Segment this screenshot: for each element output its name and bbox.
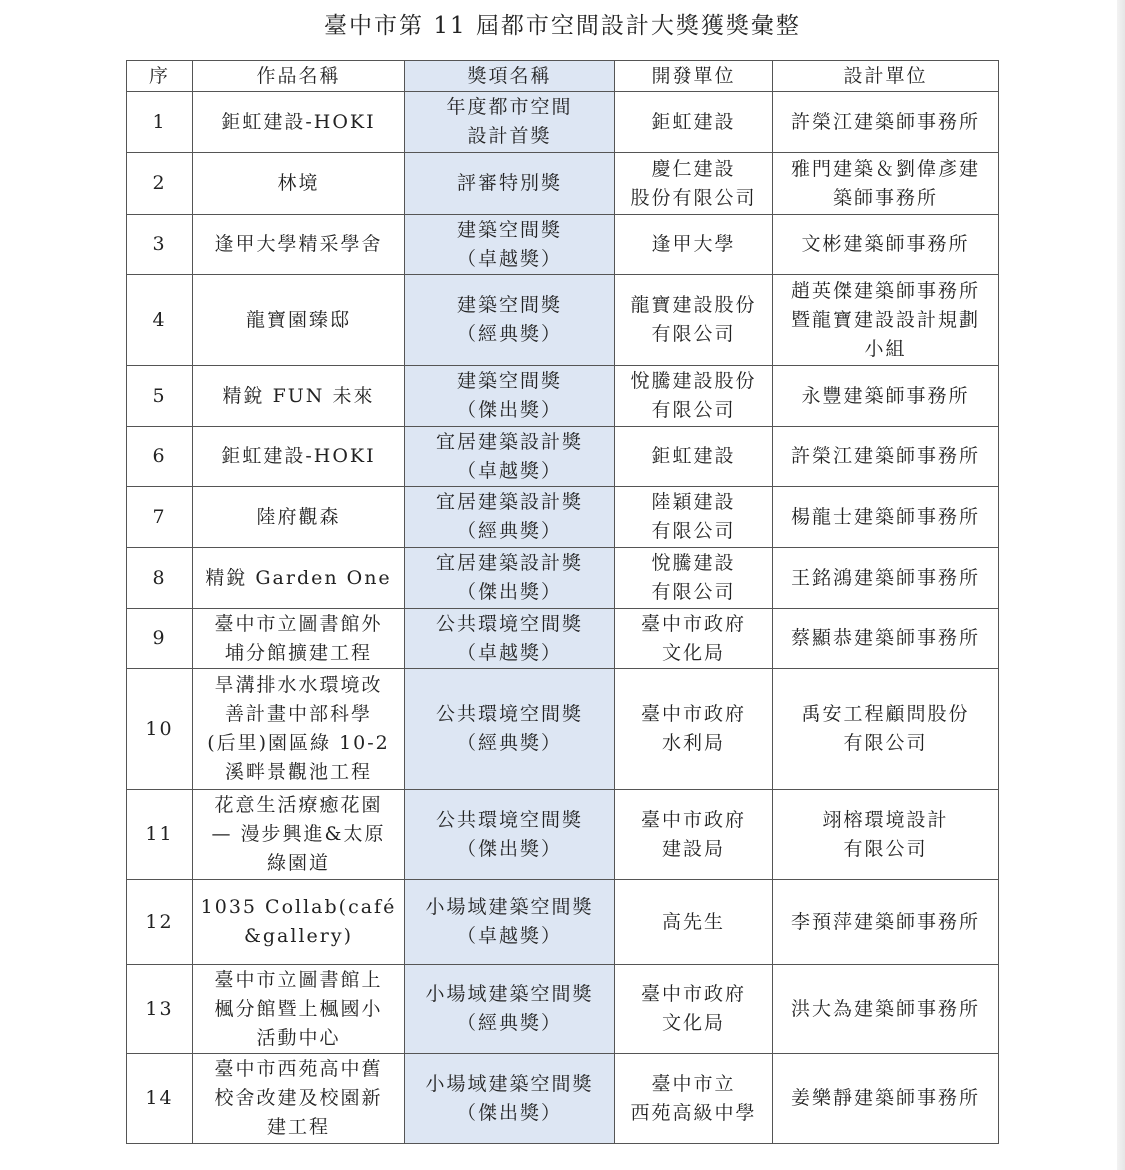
cell-developer: 悅騰建設股份 有限公司 [615,366,773,427]
cell-developer: 龍寶建設股份 有限公司 [615,275,773,366]
table-row [127,880,999,965]
cell-work-name: 旱溝排水水環境改 善計畫中部科學 (后里)園區綠 10-2 溪畔景觀池工程 [193,669,405,790]
cell-work-name: 鉅虹建設-HOKI [193,92,405,153]
cell-work-name: 臺中市立圖書館外 埔分館擴建工程 [193,609,405,669]
table-row [127,487,999,548]
awards-table [126,60,999,1144]
cell-work-name: 逢甲大學精采學舍 [193,215,405,275]
cell-developer: 逢甲大學 [615,215,773,275]
cell-award-name: 建築空間獎 （卓越獎） [405,215,615,275]
table-row [127,790,999,880]
cell-seq: 13 [127,965,193,1054]
cell-seq: 12 [127,880,193,965]
cell-designer: 永豐建築師事務所 [773,366,999,427]
cell-developer: 臺中市政府 建設局 [615,790,773,880]
cell-seq: 10 [127,669,193,790]
cell-award-name: 小場域建築空間獎 （卓越獎） [405,880,615,965]
cell-designer: 洪大為建築師事務所 [773,965,999,1054]
table-row [127,275,999,366]
table-row [127,965,999,1054]
header-designer: 設計單位 [773,61,999,92]
table-row [127,153,999,215]
cell-award-name: 宜居建築設計獎 （傑出獎） [405,548,615,609]
cell-designer: 蔡顯恭建築師事務所 [773,609,999,669]
table-row [127,427,999,487]
cell-developer: 陸穎建設 有限公司 [615,487,773,548]
table-row [127,1054,999,1144]
cell-developer: 臺中市政府 水利局 [615,669,773,790]
header-work-name: 作品名稱 [193,61,405,92]
header-award-name: 獎項名稱 [405,61,615,92]
cell-work-name: 陸府觀森 [193,487,405,548]
cell-seq: 2 [127,153,193,215]
cell-seq: 9 [127,609,193,669]
table-row [127,92,999,153]
cell-award-name: 公共環境空間獎 （傑出獎） [405,790,615,880]
cell-seq: 8 [127,548,193,609]
cell-work-name: 精銳 Garden One [193,548,405,609]
header-seq: 序 [127,61,193,92]
cell-seq: 5 [127,366,193,427]
table-row [127,609,999,669]
document-title: 臺中市第 11 屆都市空間設計大獎獲獎彙整 [324,13,801,39]
table-row [127,215,999,275]
page-edge-shadow [1117,0,1125,1170]
table-row [127,548,999,609]
cell-work-name: 龍寶園臻邸 [193,275,405,366]
cell-developer: 鉅虹建設 [615,92,773,153]
cell-designer: 李預萍建築師事務所 [773,880,999,965]
cell-award-name: 公共環境空間獎 （卓越獎） [405,609,615,669]
table-row [127,366,999,427]
cell-award-name: 小場域建築空間獎 （傑出獎） [405,1054,615,1144]
cell-developer: 慶仁建設 股份有限公司 [615,153,773,215]
cell-award-name: 評審特別獎 [405,153,615,215]
table-row [127,669,999,790]
cell-developer: 臺中市立 西苑高級中學 [615,1054,773,1144]
cell-seq: 14 [127,1054,193,1144]
cell-designer: 姜樂靜建築師事務所 [773,1054,999,1144]
header-developer: 開發單位 [615,61,773,92]
table-header-row [127,61,999,92]
cell-developer: 臺中市政府 文化局 [615,965,773,1054]
cell-work-name: 臺中市立圖書館上 楓分館暨上楓國小 活動中心 [193,965,405,1054]
cell-award-name: 建築空間獎 （傑出獎） [405,366,615,427]
cell-seq: 3 [127,215,193,275]
cell-designer: 楊龍士建築師事務所 [773,487,999,548]
cell-developer: 悅騰建設 有限公司 [615,548,773,609]
cell-award-name: 小場域建築空間獎 （經典獎） [405,965,615,1054]
cell-work-name: 精銳 FUN 未來 [193,366,405,427]
cell-work-name: 臺中市西苑高中舊 校舍改建及校園新 建工程 [193,1054,405,1144]
cell-designer: 禹安工程顧問股份 有限公司 [773,669,999,790]
cell-award-name: 宜居建築設計獎 （經典獎） [405,487,615,548]
cell-designer: 雅門建築＆劉偉彥建 築師事務所 [773,153,999,215]
cell-developer: 鉅虹建設 [615,427,773,487]
cell-award-name: 公共環境空間獎 （經典獎） [405,669,615,790]
cell-award-name: 宜居建築設計獎 （卓越獎） [405,427,615,487]
cell-seq: 6 [127,427,193,487]
cell-designer: 許榮江建築師事務所 [773,92,999,153]
cell-seq: 4 [127,275,193,366]
cell-designer: 翊榕環境設計 有限公司 [773,790,999,880]
cell-work-name: 花意生活療癒花園 — 漫步興進&太原 綠園道 [193,790,405,880]
cell-designer: 趙英傑建築師事務所 暨龍寶建設設計規劃 小組 [773,275,999,366]
cell-seq: 11 [127,790,193,880]
cell-award-name: 建築空間獎 （經典獎） [405,275,615,366]
cell-developer: 高先生 [615,880,773,965]
cell-award-name: 年度都市空間 設計首獎 [405,92,615,153]
cell-designer: 許榮江建築師事務所 [773,427,999,487]
cell-work-name: 林境 [193,153,405,215]
cell-work-name: 1035 Collab(café &gallery) [193,880,405,965]
cell-work-name: 鉅虹建設-HOKI [193,427,405,487]
cell-designer: 文彬建築師事務所 [773,215,999,275]
cell-seq: 7 [127,487,193,548]
cell-developer: 臺中市政府 文化局 [615,609,773,669]
cell-designer: 王銘鴻建築師事務所 [773,548,999,609]
cell-seq: 1 [127,92,193,153]
